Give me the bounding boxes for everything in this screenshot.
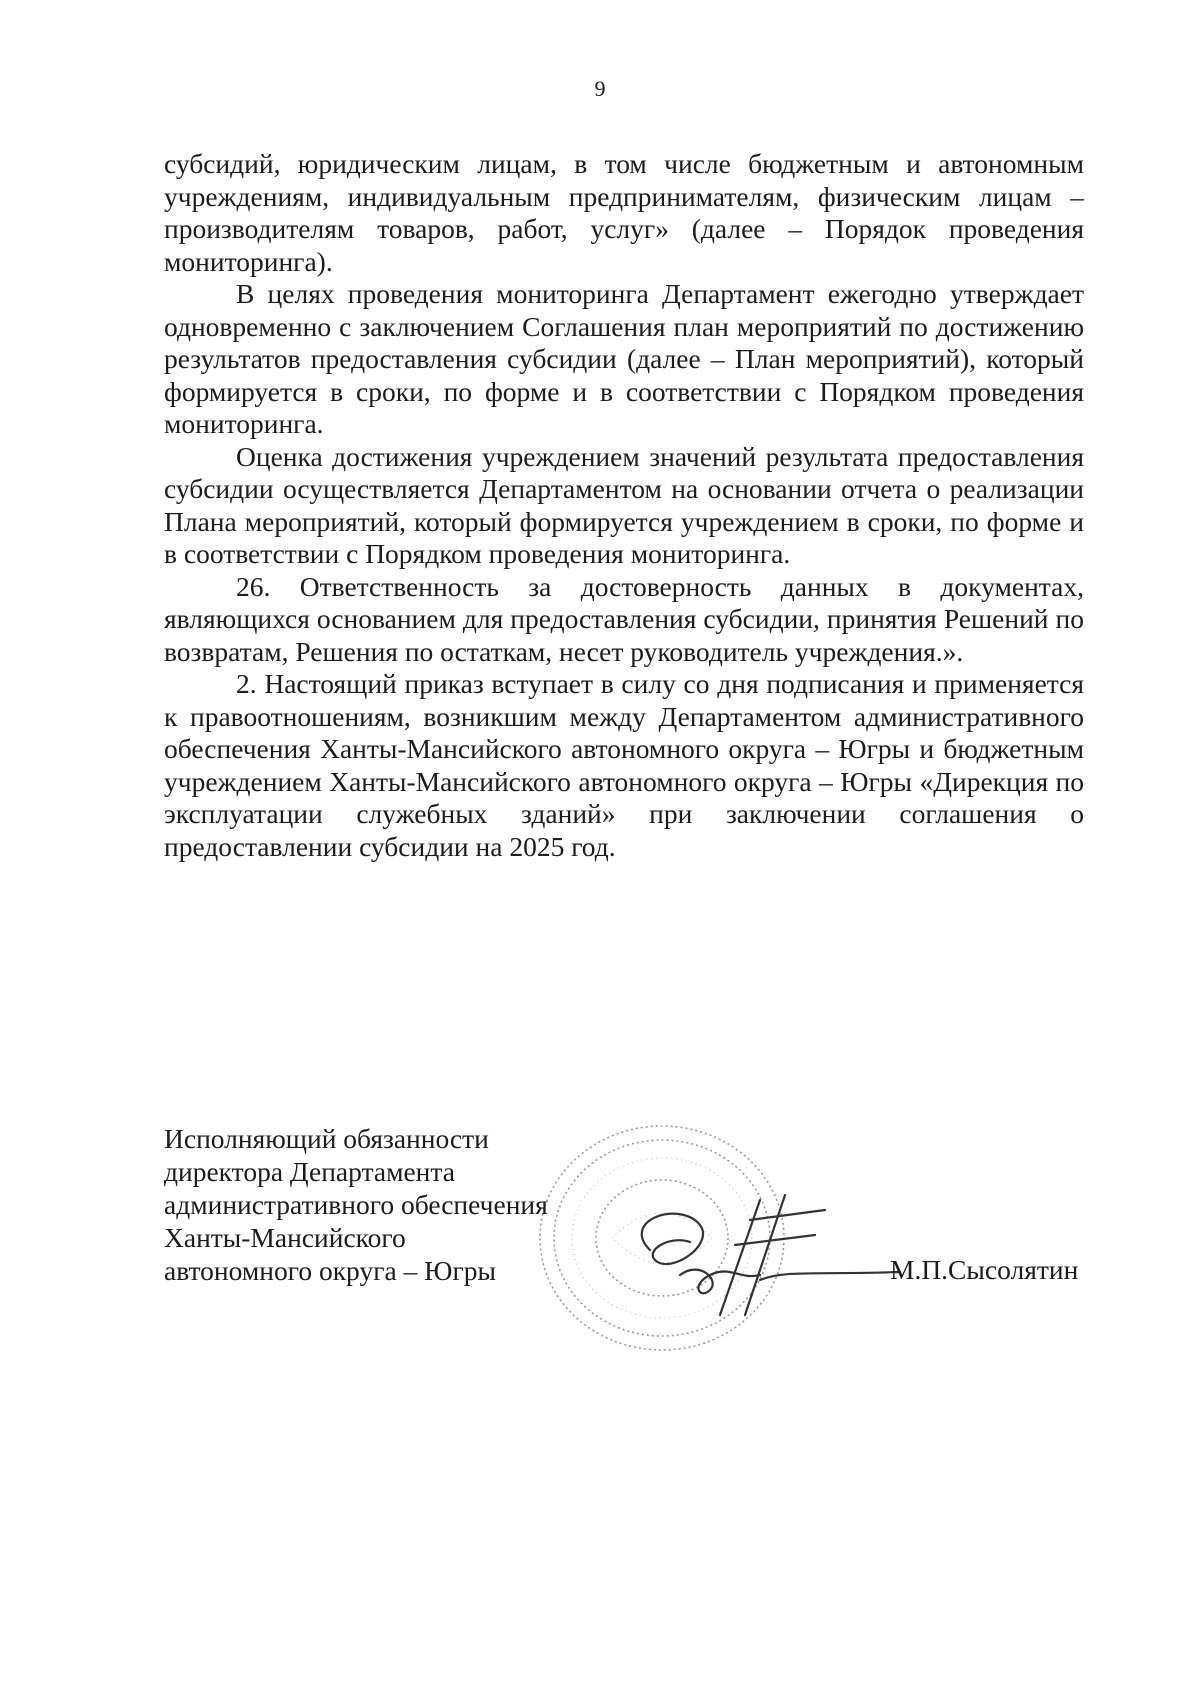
signatory-title-line: административного обеспечения (164, 1189, 548, 1220)
signatory-name: М.П.Сысолятин (890, 1254, 1079, 1285)
signatory-title-line: Исполняющий обязанности (164, 1123, 489, 1154)
paragraph-1: субсидий, юридическим лицам, в том числе бюджетным и автономным учреждениям, индивидуальным предпринимателям, физическим лицам – производителям товаров, работ, услуг» (далее – Порядок проведения мониторинга). (164, 148, 1084, 277)
paragraph-2: В целях проведения мониторинга Департамент ежегодно утверждает одновременно с заключением Соглашения план мероприятий по достижению результатов предоставления субсидии (далее – План мероприятий), который формируется в сроки, по форме и в соответствии с Порядком проведения мониторинга. (164, 278, 1084, 439)
page-number: 9 (594, 76, 606, 101)
handwritten-signature (610, 1180, 910, 1320)
document-body (164, 148, 1084, 863)
signatory-title-line: автономного округа – Югры (164, 1255, 496, 1286)
signatory-title (164, 1122, 624, 1287)
paragraph-3: Оценка достижения учреждением значений результата предоставления субсидии осуществляется Департаментом на основании отчета о реализации Плана мероприятий, который формируется учреждением в сроки, по форме и в соответствии с Порядком проведения мониторинга. (164, 440, 1084, 569)
signatory-title-line: Ханты-Мансийского (164, 1222, 406, 1253)
paragraph-5: 2. Настоящий приказ вступает в силу со дня подписания и применяется к правоотношениям, возникшим между Департаментом административного обеспечения Ханты-Мансийского автономного округа – Югры и бюджетным учреждением Ханты-Мансийского автономного округа – Югры «Дирекция по эксплуатации служебных зданий» при заключении соглашения о предоставлении субсидии на 2025 год. (164, 668, 1084, 862)
signatory-title-line: директора Департамента (164, 1156, 455, 1187)
paragraph-4: 26. Ответственность за достоверность данных в документах, являющихся основанием для предоставления субсидии, принятия Решений по возвратам, Решения по остаткам, несет руководитель учреждения.». (164, 570, 1084, 667)
